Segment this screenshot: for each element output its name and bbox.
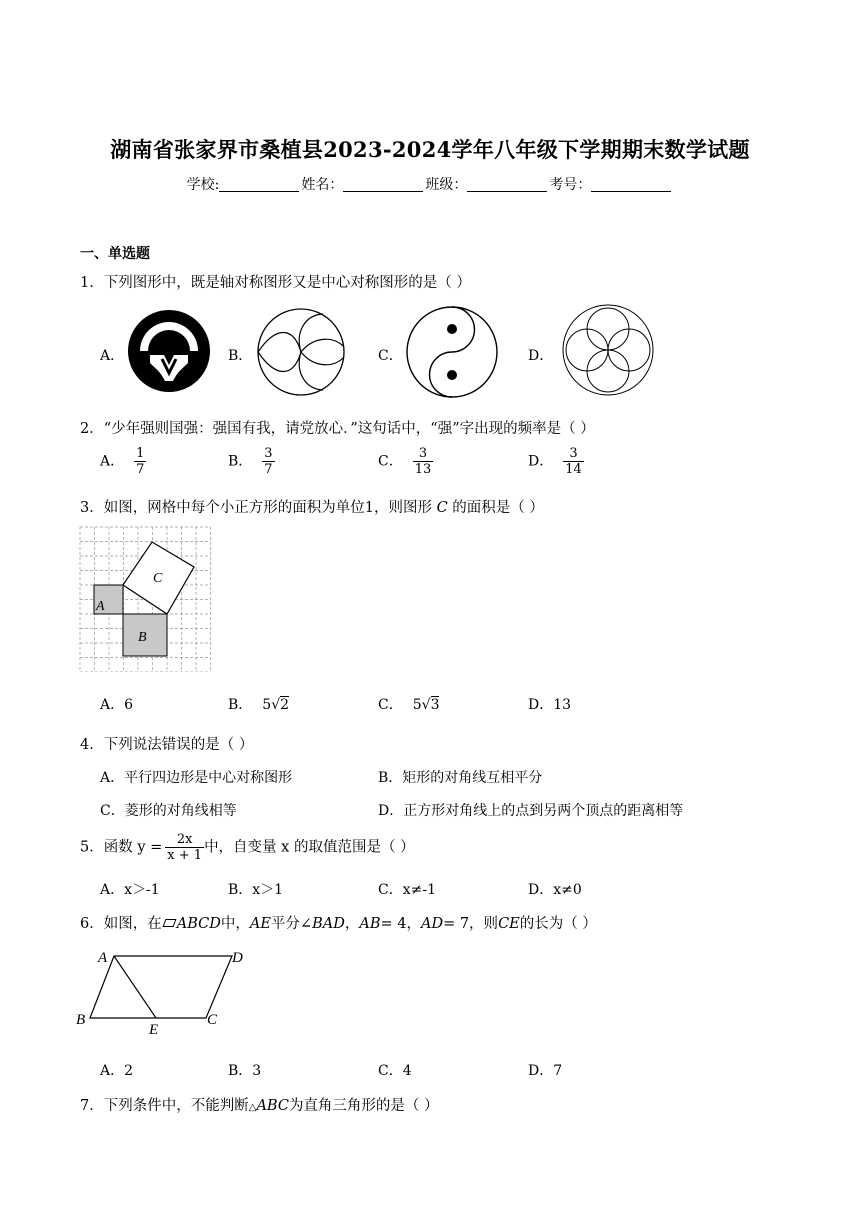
question-6-text (80, 912, 597, 933)
question-7-text (80, 1094, 439, 1115)
q2-option-c-label: C． (378, 453, 403, 470)
q6-option-a: A．2 (100, 1063, 134, 1079)
q6-math: AB (359, 916, 381, 932)
vertex-d: D (232, 950, 243, 966)
label-a: A (96, 599, 105, 614)
fraction-denominator: 14 (565, 462, 582, 477)
q6-text-part: ， (344, 916, 360, 932)
q6-math: AD (420, 916, 444, 932)
q3-option-c (378, 694, 439, 714)
sqrt-symbol: √ (421, 697, 431, 713)
q6-text-part: 6．如图，在 (80, 916, 162, 932)
q1-figure-d-four-circles (559, 303, 657, 397)
parallelogram-symbol (162, 919, 176, 927)
q1-figure-b-circle-arcs (255, 307, 347, 397)
q3-text-part: 的面积是（ ） (452, 500, 544, 516)
question-5-text (80, 832, 415, 863)
q2-option-d-fraction (563, 446, 584, 477)
radicand: 3 (430, 697, 440, 713)
q5-option-b: B．x＞1 (228, 882, 284, 898)
q3-grid-figure (78, 526, 212, 672)
q1-figure-c-yin-yang (404, 304, 500, 400)
fraction-numerator: 1 (136, 446, 145, 461)
radical-coefficient: 5 (412, 697, 422, 713)
q7-text-part: 为直角三角形的是（ ） (288, 1098, 439, 1114)
q6-option-b: B．3 (228, 1063, 262, 1079)
q6-option-d: D．7 (528, 1063, 563, 1079)
q3-option-c-label: C． (378, 697, 403, 713)
fraction-denominator: x + 1 (167, 848, 203, 863)
q2-option-a-fraction (134, 446, 146, 477)
q6-text-part: = 7，则 (443, 916, 499, 932)
q2-option-c (378, 446, 433, 477)
school-label: 学校: (186, 177, 220, 193)
exam-no-label: 考号： (549, 177, 592, 193)
q6-text-part: 中， (220, 916, 250, 932)
q4-option-c: C．菱形的对角线相等 (100, 803, 237, 819)
q4-option-b: B．矩形的对角线互相平分 (378, 770, 543, 786)
q6-text-part: 的长为（ ） (519, 916, 597, 932)
q5-option-d: D．x≠0 (528, 882, 582, 898)
q2-option-d-label: D． (528, 453, 554, 470)
vertex-a: A (98, 950, 108, 966)
q2-option-a (100, 446, 146, 477)
question-4-text: 4．下列说法错误的是（ ） (80, 737, 254, 753)
q3-text-part: 3．如图，网格中每个小正方形的面积为单位1，则图形 (80, 500, 432, 516)
q3-option-b-label: B． (228, 697, 253, 713)
q2-option-b-label: B． (228, 453, 253, 470)
q2-option-d (528, 446, 584, 477)
q4-option-a: A．平行四边形是中心对称图形 (100, 770, 293, 786)
fraction-denominator: 7 (136, 462, 145, 477)
q5-function-lhs: y = (137, 839, 163, 856)
q5-prefix: 5．函数 (80, 839, 133, 856)
q7-math: ABC (256, 1098, 289, 1114)
name-blank (343, 177, 423, 192)
q3-option-b (228, 694, 289, 714)
q5-option-c: C．x≠-1 (378, 882, 436, 898)
q1-option-c-label: C． (378, 348, 403, 364)
fraction-numerator: 3 (413, 446, 434, 462)
q6-text-part: 平分∠ (270, 916, 313, 932)
class-label: 班级： (425, 177, 468, 193)
page-title: 湖南省张家界市桑植县2023-2024学年八年级下学期期末数学试题 (110, 137, 750, 162)
q1-option-d-label: D． (528, 348, 554, 364)
q2-option-b-fraction (262, 446, 274, 477)
q1-option-b-label: B． (228, 348, 253, 364)
student-info-line (0, 174, 860, 194)
q2-option-a-label: A． (100, 453, 125, 470)
q4-option-d: D．正方形对角线上的点到另两个顶点的距离相等 (378, 803, 684, 819)
label-c: C (153, 571, 163, 586)
q6-parallelogram-figure (74, 946, 254, 1036)
fraction-denominator: 7 (264, 462, 273, 477)
q5-fraction (165, 832, 204, 863)
school-blank (219, 177, 299, 192)
radicand: 2 (280, 697, 290, 713)
q1-option-a-label: A． (100, 348, 125, 364)
q6-text-part: = 4， (380, 916, 421, 932)
q1-figure-a-emblem (126, 307, 212, 395)
vertex-c: C (207, 1012, 218, 1028)
fraction-numerator: 2x (165, 832, 204, 848)
q6-math: ABCD (176, 916, 221, 932)
sqrt-symbol: √ (271, 697, 281, 713)
q2-option-b (228, 446, 275, 477)
q5-option-a: A．x＞-1 (100, 882, 160, 898)
q6-math: AE (249, 916, 271, 932)
exam-no-blank (591, 177, 671, 192)
fraction-numerator: 3 (563, 446, 584, 462)
q6-math: CE (498, 916, 520, 932)
radical-coefficient: 5 (262, 697, 272, 713)
q2-option-c-fraction (413, 446, 434, 477)
point-e: E (149, 1022, 159, 1036)
q3-variable-c: C (436, 500, 448, 516)
triangle-symbol: △ (248, 1102, 257, 1113)
fraction-denominator: 13 (414, 462, 432, 477)
q3-option-a: A．6 (100, 697, 134, 713)
question-1-text: 1．下列图形中，既是轴对称图形又是中心对称图形的是（ ） (80, 275, 471, 291)
question-3-text (80, 496, 544, 517)
q6-math: BAD (312, 916, 345, 932)
fraction-numerator: 3 (264, 446, 273, 461)
class-blank (467, 177, 547, 192)
q5-suffix: 中，自变量 x 的取值范围是（ ） (204, 839, 415, 856)
label-b: B (138, 630, 147, 645)
vertex-b: B (76, 1012, 86, 1028)
section-heading: 一、单选题 (80, 246, 150, 262)
q7-text-part: 7．下列条件中，不能判断 (80, 1098, 249, 1114)
q6-option-c: C．4 (378, 1063, 412, 1079)
question-2-text: 2．“少年强则国强：强国有我，请党放心．”这句话中，“强”字出现的频率是（ ） (80, 421, 595, 437)
q3-option-d: D．13 (528, 697, 572, 713)
name-label: 姓名： (301, 177, 344, 193)
